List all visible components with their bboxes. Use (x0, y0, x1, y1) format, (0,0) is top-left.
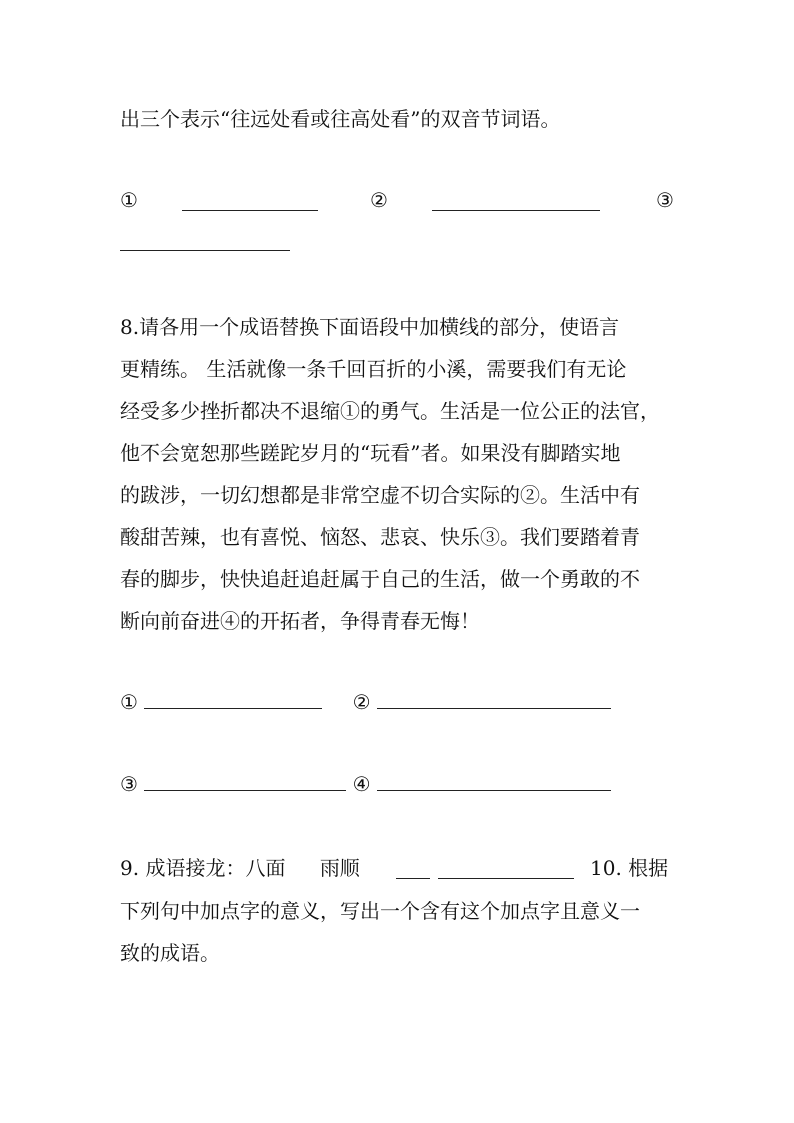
q7-blank-2[interactable] (432, 192, 600, 211)
q9-blank-1[interactable] (396, 860, 430, 879)
q8-line-3: 经受多少挫折都决不退缩①的勇气。生活是一位公正的法官， (120, 399, 660, 423)
q10-line-2: 致的成语。 (120, 941, 220, 965)
q7-mark-3: ③ (656, 188, 674, 212)
q8-mark-3: ③ (120, 772, 138, 796)
q7-mark-2: ② (370, 188, 388, 212)
q8-mark-1: ① (120, 690, 138, 714)
q9-row (120, 854, 676, 882)
q7-instruction: 出三个表示“往远处看或往高处看”的双音节词语。 (120, 107, 561, 131)
q7-mark-1: ① (120, 188, 138, 212)
q8-line-2: 更精练。 生活就像一条千回百折的小溪，需要我们有无论 (120, 357, 627, 381)
q8-line-1: 8.请各用一个成语替换下面语段中加横线的部分，使语言 (120, 315, 620, 339)
q8-blank-4[interactable] (377, 772, 611, 791)
q8-line-7: 春的脚步，快快追赶追赶属于自己的生活，做一个勇敢的不 (120, 567, 640, 591)
q9-label: 9. 成语接龙：八面 (120, 856, 286, 880)
q9-blank-2[interactable] (438, 860, 574, 879)
q10-start: 10. 根据 (590, 856, 669, 880)
q10-line-1: 下列句中加点字的意义，写出一个含有这个加点字且意义一 (120, 899, 640, 923)
q8-line-6: 酸甜苦辣，也有喜悦、恼怒、悲哀、快乐③。我们要踏着青 (120, 525, 640, 549)
q8-answer-row-1 (120, 688, 611, 716)
q8-line-4: 他不会宽恕那些蹉跎岁月的“玩看”者。如果没有脚踏实地 (120, 441, 621, 465)
q8-line-8: 断向前奋进④的开拓者，争得青春无悔！ (120, 609, 480, 633)
q8-mark-2: ② (352, 690, 371, 714)
q8-blank-2[interactable] (377, 690, 611, 709)
q8-mark-4: ④ (352, 772, 371, 796)
q8-line-5: 的跋涉，一切幻想都是非常空虚不切合实际的②。生活中有 (120, 483, 640, 507)
q8-blank-1[interactable] (144, 690, 322, 709)
q8-answer-row-2 (120, 770, 611, 798)
q8-blank-3[interactable] (144, 772, 346, 791)
q7-blank-1[interactable] (182, 192, 318, 211)
q9-word-2: 雨顺 (319, 856, 360, 880)
q7-blank-3[interactable] (120, 232, 290, 251)
q7-answer-row (120, 186, 676, 214)
